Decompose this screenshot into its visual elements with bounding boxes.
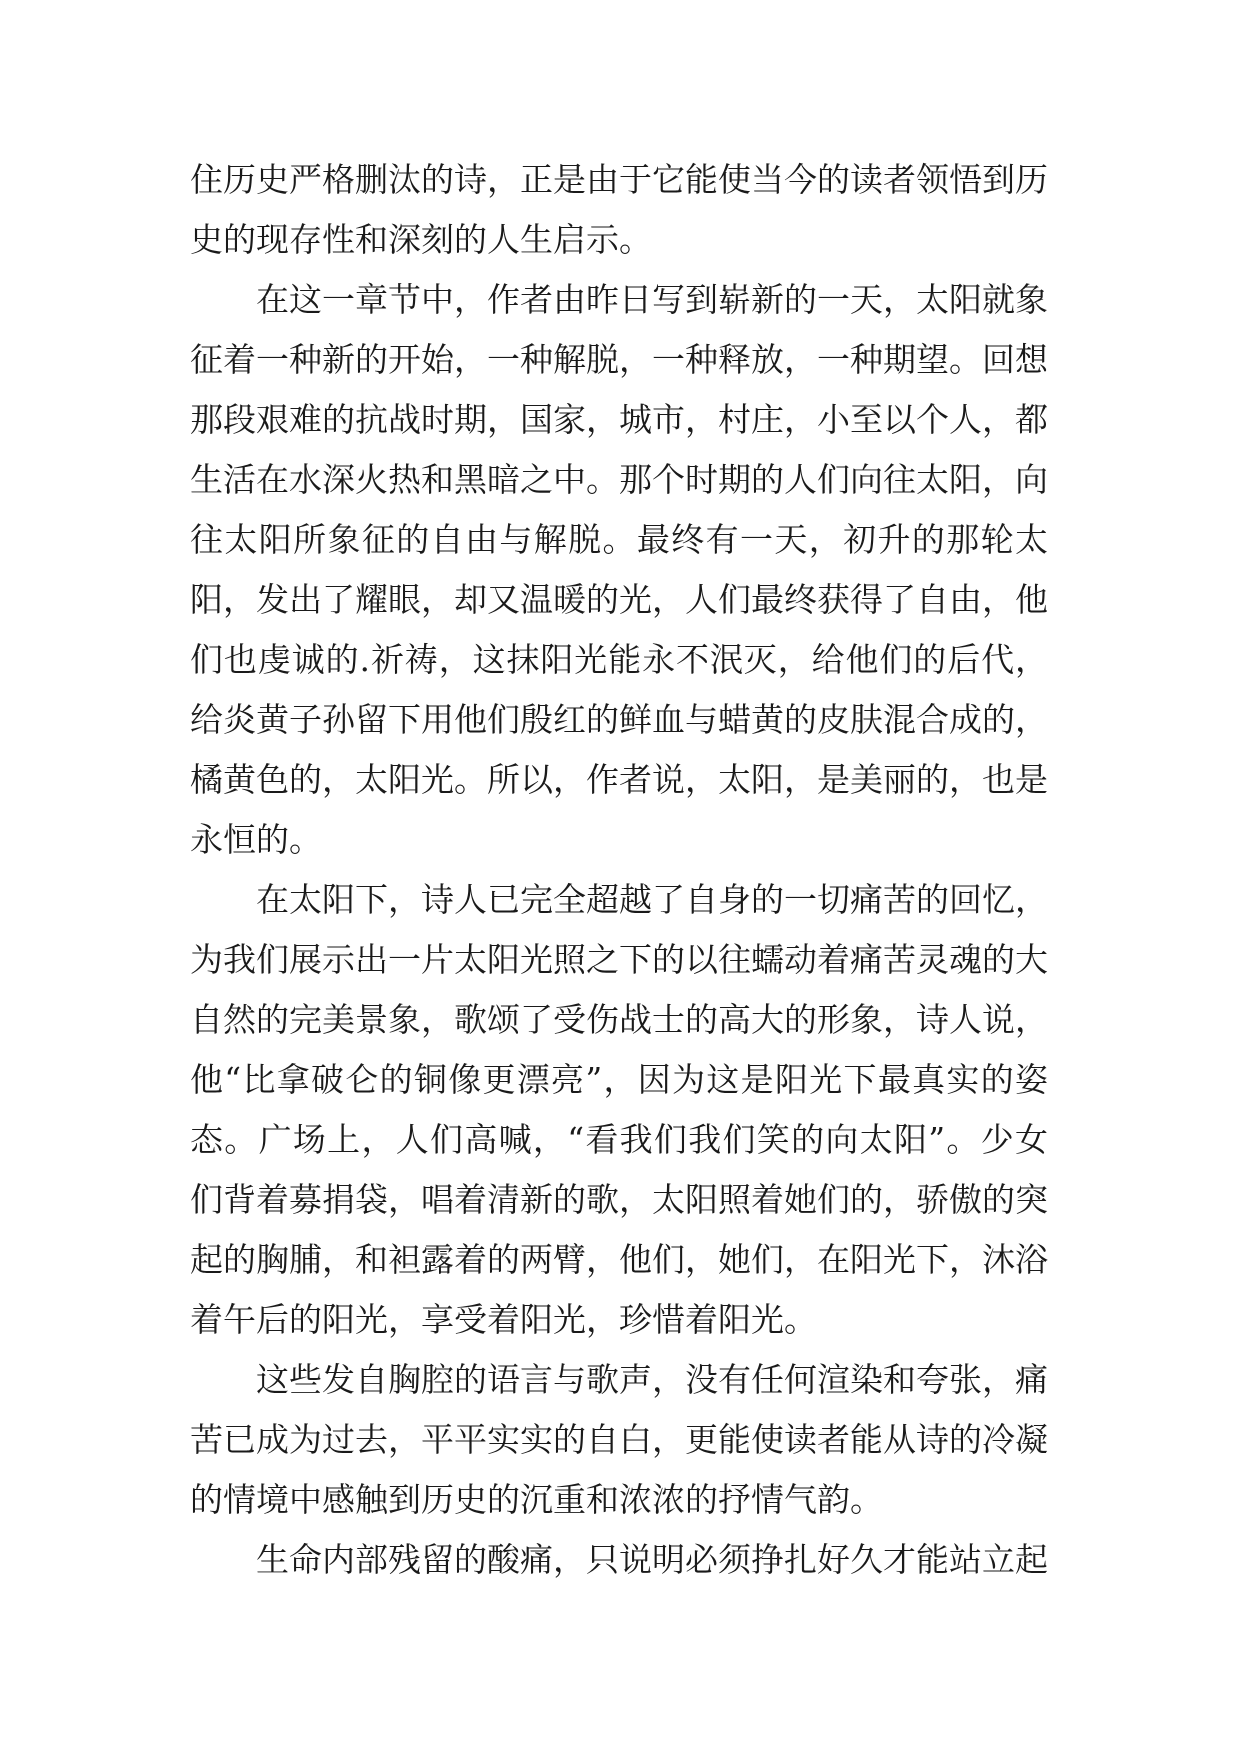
paragraph-2: 在这一章节中，作者由昨日写到崭新的一天，太阳就象征着一种新的开始，一种解脱，一种释放，一种期望。回想那段艰难的抗战时期，国家，城市，村庄，小至以个人，都生活在水深火热和黑暗之中。那个时期的人们向往太阳，向往太阳所象征的自由与解脱。最终有一天，初升的那轮太阳，发出了耀眼，却又温暖的光，人们最终获得了自由，他们也虔诚的.祈祷，这抹阳光能永不泯灭，给他们的后代，给炎黄子孙留下用他们殷红的鲜血与蜡黄的皮肤混合成的，橘黄色的，太阳光。所以，作者说，太阳，是美丽的，也是永恒的。 (190, 280, 1048, 859)
paragraph-4: 这些发自胸腔的语言与歌声，没有任何渲染和夸张，痛苦已成为过去，平平实实的自白，更能使读者能从诗的冷凝的情境中感触到历史的沉重和浓浓的抒情气韵。 (190, 1360, 1048, 1519)
paragraph-3: 在太阳下，诗人已完全超越了自身的一切痛苦的回忆，为我们展示出一片太阳光照之下的以往蠕动着痛苦灵魂的大自然的完美景象，歌颂了受伤战士的高大的形象，诗人说，他“比拿破仑的铜像更漂亮”，因为这是阳光下最真实的姿态。广场上，人们高喊，“看我们我们笑的向太阳”。少女们背着募捐袋，唱着清新的歌，太阳照着她们的，骄傲的突起的胸脯，和袒露着的两臂，他们，她们，在阳光下，沐浴着午后的阳光，享受着阳光，珍惜着阳光。 (190, 880, 1048, 1339)
paragraph-1: 住历史严格删汰的诗，正是由于它能使当今的读者领悟到历史的现存性和深刻的人生启示。 (190, 160, 1048, 259)
paragraph-5: 生命内部残留的酸痛，只说明必须挣扎好久才能站立起 (256, 1540, 1048, 1579)
document-body (190, 150, 1048, 1590)
